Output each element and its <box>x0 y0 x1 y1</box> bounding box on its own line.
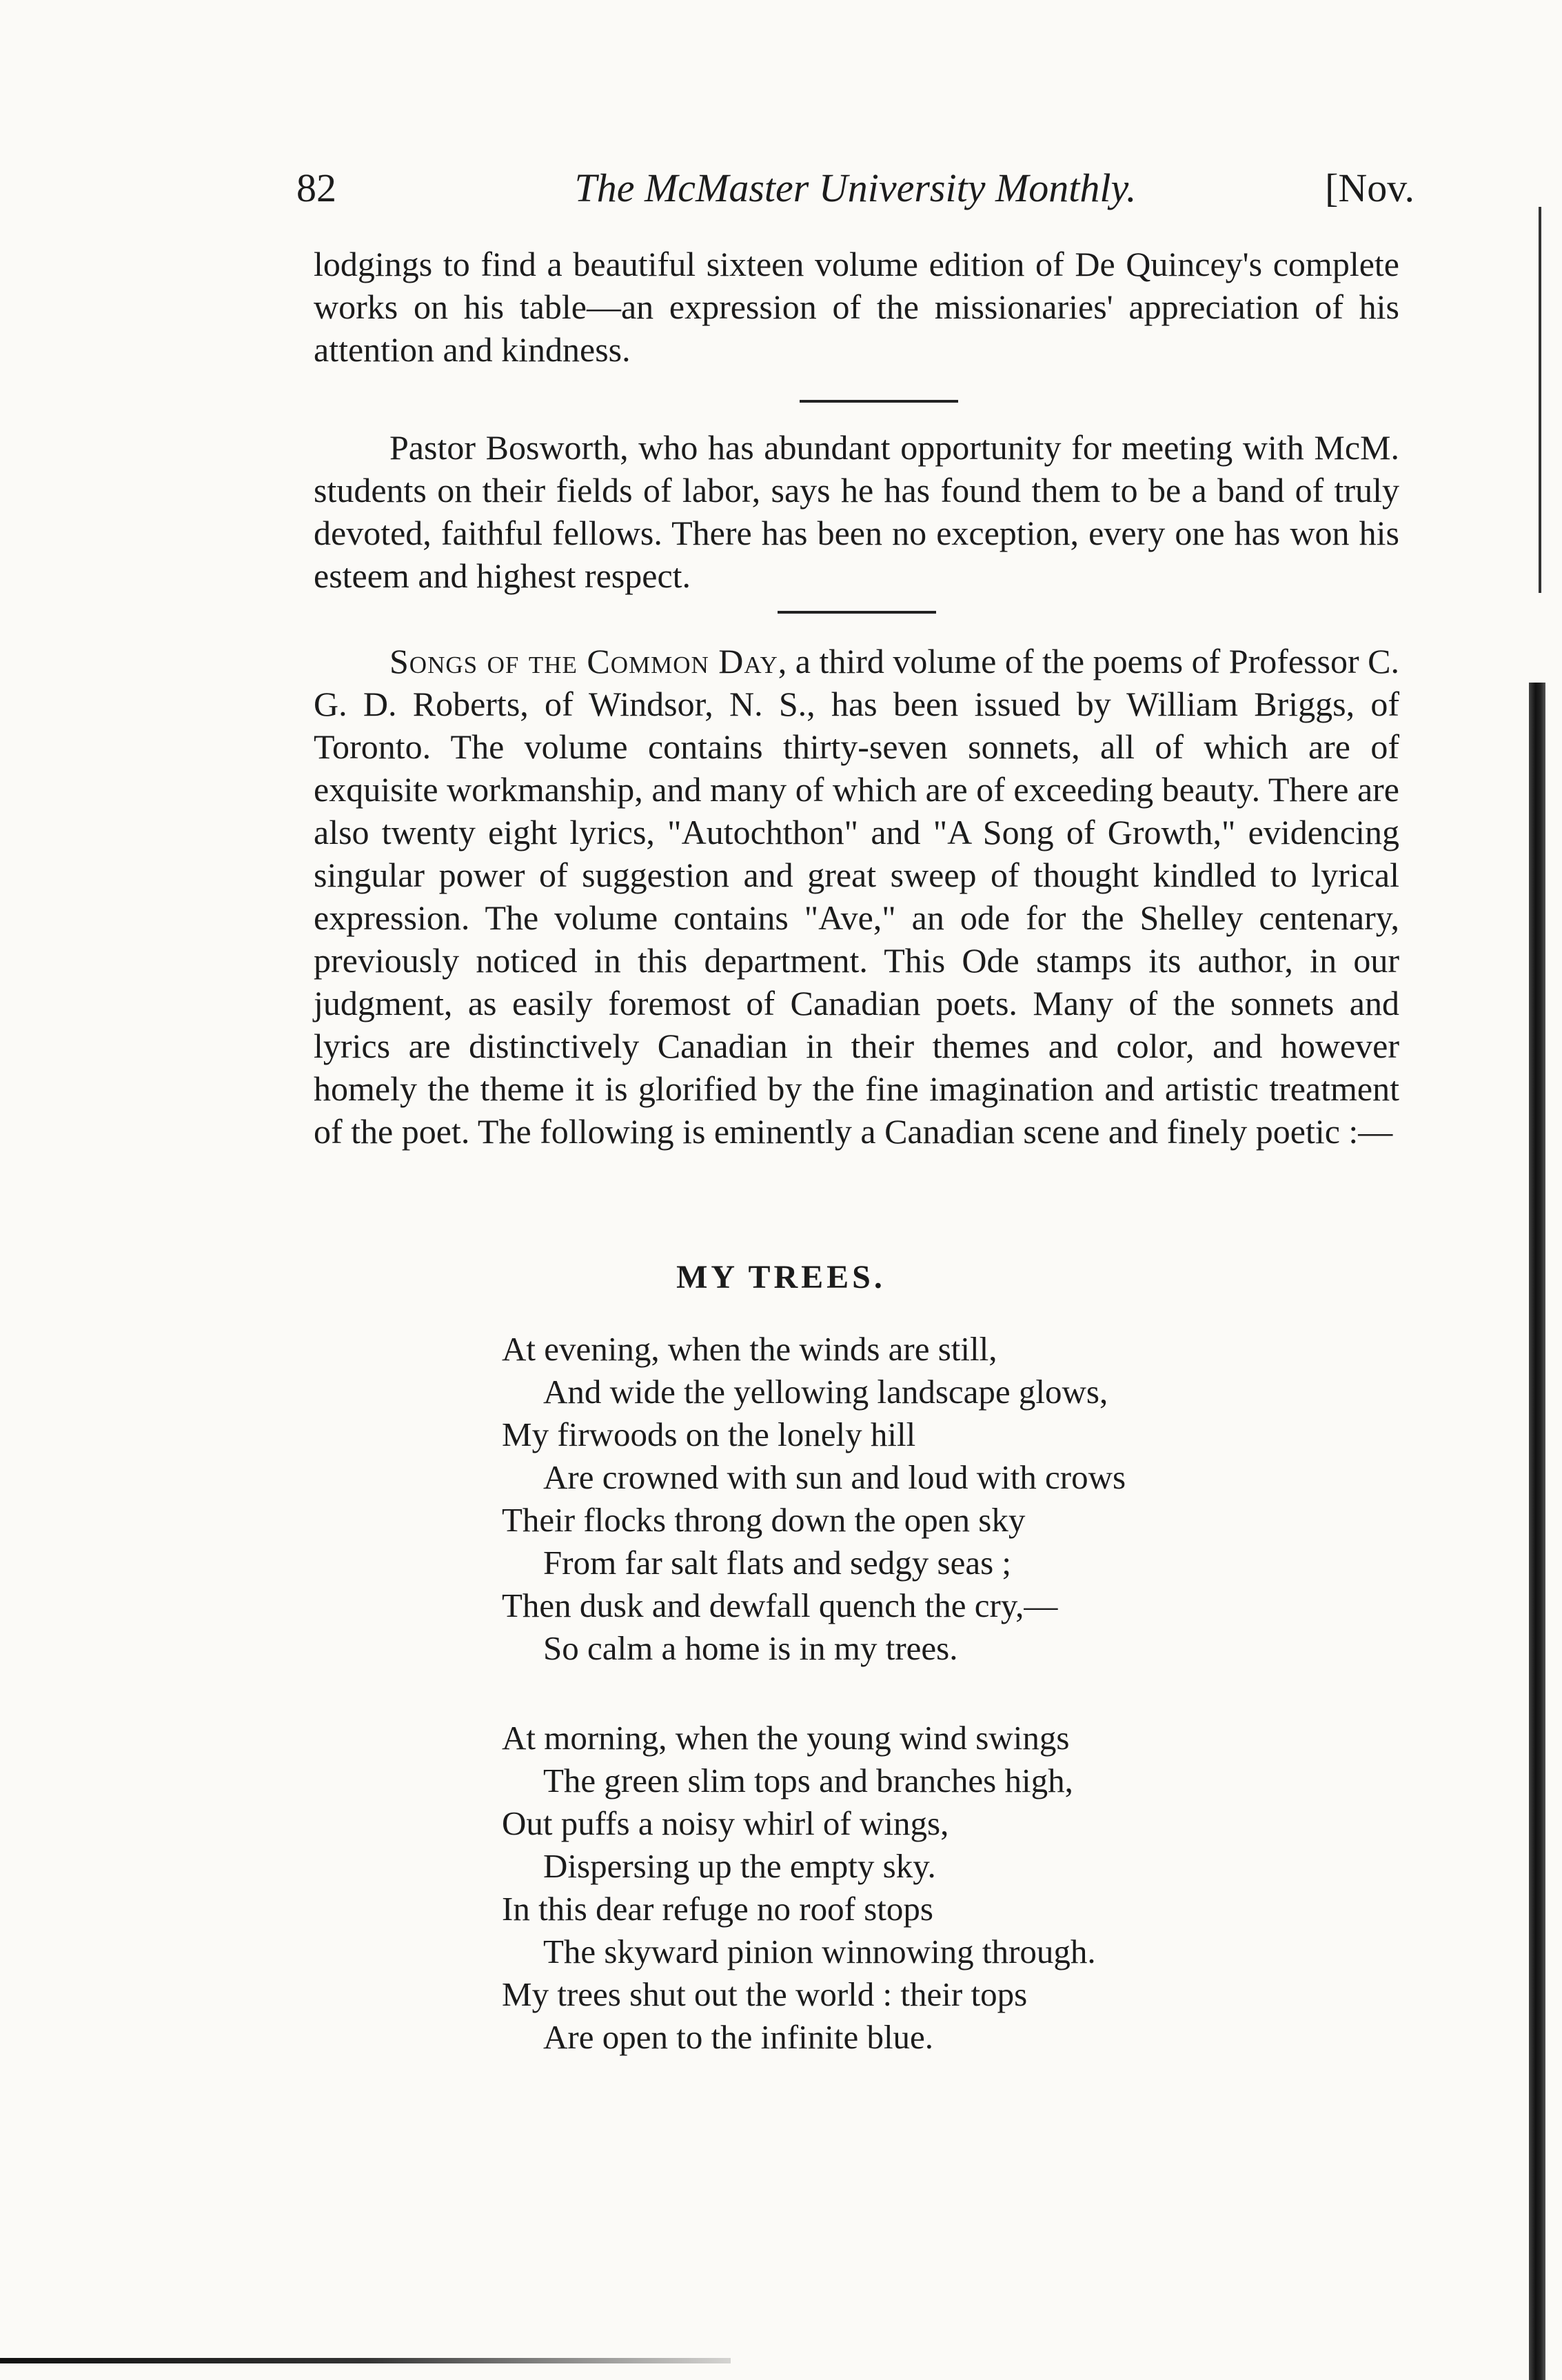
page-header <box>296 157 1414 219</box>
poem-line: Dispersing up the empty sky. <box>543 1847 936 1885</box>
poem-line: From far salt flats and sedgy seas ; <box>543 1544 1012 1582</box>
running-title: The McMaster University Monthly. <box>574 165 1137 210</box>
poem-line: Are open to the infinite blue. <box>543 2018 934 2056</box>
scan-edge-shadow <box>1529 683 1545 2380</box>
section-divider <box>800 400 958 403</box>
scan-edge-shadow <box>1539 207 1541 593</box>
poem-line: Are crowned with sun and loud with crows <box>543 1458 1126 1496</box>
poem-title: MY TREES. <box>676 1259 886 1295</box>
poem-stanza <box>502 1328 1329 1670</box>
paragraph-missionaries: lodgings to find a beautiful sixteen volume edition of De Quincey's complete works on his table—an expression of the missionaries' appreciation of his attention and kindness. <box>314 245 1399 369</box>
poem-stanza <box>502 1717 1329 2059</box>
poem-line: At morning, when the young wind swings <box>502 1719 1070 1757</box>
poem-line: The skyward pinion winnowing through. <box>543 1933 1096 1970</box>
scan-edge-shadow <box>0 2358 731 2363</box>
paragraph-bosworth: Pastor Bosworth, who has abundant opportunity for meeting with McM. students on their fields of labor, says he has found them to be a band of truly devoted, faithful fellows. There has been no exception, every one has won his esteem and highest respect. <box>314 428 1399 595</box>
poem-line: The green slim tops and branches high, <box>543 1762 1073 1799</box>
poem-line: Out puffs a noisy whirl of wings, <box>502 1804 949 1842</box>
poem-line: In this dear refuge no roof stops <box>502 1890 933 1928</box>
poem-line: So calm a home is in my trees. <box>543 1629 958 1667</box>
book-title: Songs of the Common Day <box>389 642 778 680</box>
poem-line: My firwoods on the lonely hill <box>502 1415 916 1453</box>
paragraph-book-review <box>314 640 1399 1153</box>
poem-line: And wide the yellowing landscape glows, <box>543 1373 1108 1411</box>
poem-line: Then dusk and dewfall quench the cry,— <box>502 1586 1058 1624</box>
poem-line: My trees shut out the world : their tops <box>502 1975 1028 2013</box>
section-divider <box>778 611 936 614</box>
page-number: 82 <box>296 165 336 210</box>
poem-line: At evening, when the winds are still, <box>502 1330 997 1368</box>
poem-line: Their flocks throng down the open sky <box>502 1501 1026 1539</box>
review-body: , a third volume of the poems of Professor C. G. D. Roberts, of Windsor, N. S., has been issued by William Briggs, of Toronto. The volume contains thirty-seven sonnets, all of which are of exquisite workmanship, and many of which are of exceeding beauty. There are also twenty eight lyrics, "Autochthon" and "A Song of Growth," evidencing singular power of suggestion and great sweep of thought kindled to lyrical expression. The volume contains "Ave," an ode for the Shelley centenary, previously noticed in this department. This Ode stamps its author, in our judgment, as easily foremost of Canadian poets. Many of the sonnets and lyrics are distinctively Canadian in their themes and color, and however homely the theme it is glorified by the fine imagination and artistic treatment of the poet. The following is eminently a Canadian scene and finely poetic :— <box>314 642 1399 1151</box>
issue-month: [Nov. <box>1325 165 1414 210</box>
